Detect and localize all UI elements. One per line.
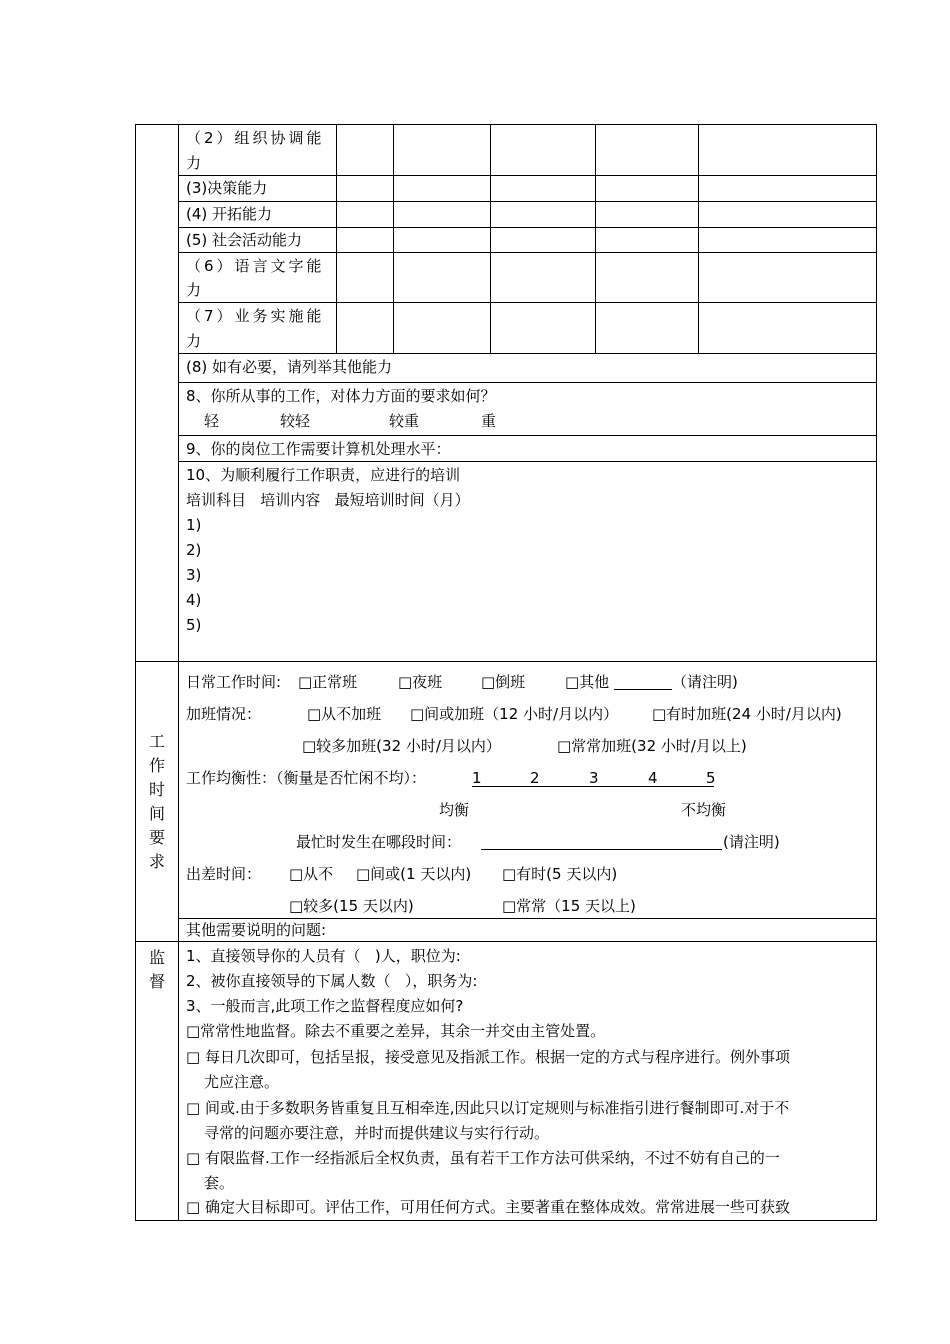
daily-other-blank[interactable] — [614, 689, 672, 690]
travel-frequent-checkbox[interactable]: □较多(15 天以内) — [289, 897, 414, 915]
travel-never-checkbox[interactable]: □从不 — [289, 865, 334, 883]
row-sep — [178, 175, 877, 176]
grid-col-4 — [595, 124, 596, 353]
travel-often-checkbox[interactable]: □常常（15 天以上) — [502, 897, 636, 915]
supervision-option-goals[interactable]: □ 确定大目标即可。评估工作，可用任何方式。主要著重在整体成效。常常进展一些可获致 — [186, 1198, 790, 1216]
balance-low-label: 均衡 — [439, 801, 470, 819]
travel-label: 出差时间： — [186, 865, 262, 883]
row-sep — [178, 918, 877, 919]
q8-option-heavy[interactable]: 重 — [481, 412, 497, 430]
ability-3: (3)决策能力 — [186, 179, 268, 197]
busiest-input-blank[interactable] — [481, 849, 722, 850]
overtime-occasional-checkbox[interactable]: □间或加班（12 小时/月以内） — [410, 705, 619, 723]
balance-scale-5[interactable]: 5 — [706, 769, 716, 787]
daily-shift-checkbox[interactable]: □倒班 — [481, 673, 526, 691]
ability-7-line2: 力 — [186, 332, 202, 350]
q10-item-5: 5) — [186, 616, 202, 634]
overtime-frequent-checkbox[interactable]: □较多加班(32 小时/月以内） — [302, 737, 501, 755]
row-sep — [178, 382, 877, 383]
other-issues-label: 其他需要说明的问题: — [186, 921, 327, 939]
q10-item-1: 1) — [186, 516, 202, 534]
supervision-q1: 1、直接领导你的人员有（ )人，职位为: — [186, 947, 461, 965]
supervision-option-occasional-cont: 寻常的问题亦要注意，并时而提供建议与实行行动。 — [204, 1124, 550, 1142]
section-sep — [135, 661, 877, 662]
row-sep — [178, 435, 877, 436]
ability-5: (5) 社会活动能力 — [186, 231, 303, 249]
section-sep — [135, 941, 877, 942]
supervision-option-daily[interactable]: □ 每日几次即可，包括呈报，接受意见及指派工作。根据一定的方式与程序进行。例外事项 — [186, 1048, 790, 1066]
balance-scale-2[interactable]: 2 — [530, 769, 540, 787]
balance-scale-3[interactable]: 3 — [589, 769, 599, 787]
supervision-option-occasional[interactable]: □ 间或.由于多数职务皆重复且互相牵连,因此只以订定规则与标准指引进行餐制即可.对于不 — [186, 1099, 790, 1117]
q10-item-4: 4) — [186, 591, 202, 609]
daily-label: 日常工作时间: — [186, 673, 282, 691]
grid-col-3 — [490, 124, 491, 353]
q8-option-fairly-light[interactable]: 较轻 — [280, 412, 311, 430]
travel-occasional-checkbox[interactable]: □间或(1 天以内) — [356, 865, 472, 883]
balance-scale-4[interactable]: 4 — [648, 769, 658, 787]
worktime-section-label: 工 作 时 间 要 求 — [148, 732, 165, 871]
q10-title: 10、为顺利履行工作职责，应进行的培训 — [186, 466, 461, 484]
busiest-note: (请注明) — [723, 833, 780, 851]
supervision-option-daily-cont: 尤应注意。 — [204, 1073, 280, 1091]
ability-6-line2: 力 — [186, 281, 202, 299]
q10-item-3: 3) — [186, 566, 202, 584]
supervision-q2: 2、被你直接领导的下属人数（ ），职务为: — [186, 972, 478, 990]
daily-night-checkbox[interactable]: □夜班 — [398, 673, 443, 691]
grid-col-5 — [698, 124, 699, 353]
q9-question: 9、你的岗位工作需要计算机处理水平： — [186, 440, 451, 458]
grid-col-1 — [336, 124, 337, 353]
supervision-option-limited-cont: 套。 — [204, 1174, 235, 1192]
q10-header: 培训科目 培训内容 最短培训时间（月） — [186, 491, 470, 509]
supervision-option-limited[interactable]: □ 有限监督.工作一经指派后全权负责，虽有若干工作方法可供采纳，不过不妨有自己的一 — [186, 1149, 780, 1167]
q8-option-fairly-heavy[interactable]: 较重 — [389, 412, 420, 430]
ability-8: (8) 如有必要，请列举其他能力 — [186, 358, 393, 376]
q8-option-light[interactable]: 轻 — [204, 412, 220, 430]
overtime-never-checkbox[interactable]: □从不加班 — [307, 705, 382, 723]
ability-4: (4) 开拓能力 — [186, 205, 273, 223]
row-sep — [178, 201, 877, 202]
supervision-q3: 3、一般而言,此项工作之监督程度应如何? — [186, 997, 464, 1015]
row-sep — [178, 227, 877, 228]
supervision-section-label: 监 督 — [148, 948, 165, 991]
balance-label: 工作均衡性：（衡量是否忙闲不均）： — [186, 769, 427, 787]
ability-7-line1: （7）业务实施能 — [186, 307, 325, 325]
daily-normal-checkbox[interactable]: □正常班 — [298, 673, 358, 691]
daily-other-checkbox[interactable]: □其他 — [565, 673, 610, 691]
busiest-label: 最忙时发生在哪段时间： — [296, 833, 462, 851]
supervision-option-constant[interactable]: □常常性地监督。除去不重要之差异，其余一并交由主管处置。 — [186, 1022, 606, 1040]
overtime-often-checkbox[interactable]: □常常加班(32 小时/月以上) — [557, 737, 747, 755]
travel-sometimes-checkbox[interactable]: □有时(5 天以内) — [502, 865, 618, 883]
label-column-divider — [178, 124, 179, 1221]
balance-high-label: 不均衡 — [681, 801, 727, 819]
row-sep — [178, 252, 877, 253]
overtime-label: 加班情况： — [186, 705, 262, 723]
balance-scale-1[interactable]: 1 — [472, 769, 482, 787]
overtime-sometimes-checkbox[interactable]: □有时加班(24 小时/月以内) — [652, 705, 842, 723]
ability-6-line1: （6）语言文字能 — [186, 257, 325, 275]
ability-2-line2: 力 — [186, 154, 202, 172]
row-sep — [178, 353, 877, 354]
grid-col-2 — [393, 124, 394, 353]
daily-note: （请注明) — [672, 673, 738, 691]
row-sep — [178, 461, 877, 462]
ability-2-line1: （2）组织协调能 — [186, 129, 325, 147]
q10-item-2: 2) — [186, 541, 202, 559]
row-sep — [178, 302, 877, 303]
q8-question: 8、你所从事的工作，对体力方面的要求如何？ — [186, 387, 496, 405]
